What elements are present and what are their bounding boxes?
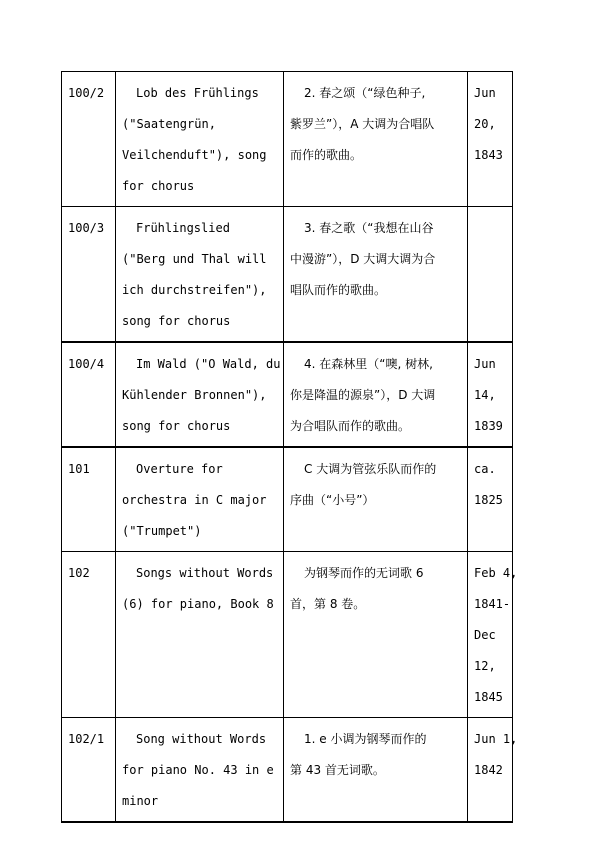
description-line: 4. 在森林里（“噢, 树林, <box>304 357 433 371</box>
date-cell <box>468 72 513 207</box>
title-line: Im Wald ("O Wald, du <box>136 357 281 371</box>
date-cell <box>468 718 518 823</box>
works-table <box>61 71 518 823</box>
chinese-description-cell <box>284 72 468 207</box>
chinese-description-cell <box>284 342 468 447</box>
title-line: Song without Words <box>136 732 267 746</box>
table-row <box>62 552 513 718</box>
title-line: song for chorus <box>122 419 231 433</box>
title-line: for piano No. 43 in e <box>122 763 274 777</box>
chinese-description-cell <box>284 552 468 718</box>
table-row <box>62 447 513 552</box>
description-line: 唱队而作的歌曲。 <box>290 283 387 297</box>
table-row <box>62 207 513 343</box>
table-row <box>62 72 513 207</box>
title-cell <box>116 207 284 343</box>
description-line: 3. 春之歌（“我想在山谷 <box>304 221 434 235</box>
opus-number: 100/4 <box>68 357 105 371</box>
title-line: Frühlingslied <box>136 221 230 235</box>
title-cell <box>116 718 284 823</box>
description-line: 而作的歌曲。 <box>290 148 363 162</box>
date-line: 20, <box>474 117 496 131</box>
title-line: Overture for <box>136 462 223 476</box>
opus-cell <box>62 552 116 718</box>
opus-number: 102 <box>68 566 90 580</box>
title-line: ("Saatengrün, <box>122 117 216 131</box>
description-line: 为合唱队而作的歌曲。 <box>290 419 411 433</box>
date-line: Jun 1, <box>474 732 518 746</box>
description-line: 序曲（“小号”） <box>290 493 375 507</box>
date-cell <box>468 342 513 447</box>
date-line: Jun <box>474 357 496 371</box>
opus-number: 100/2 <box>68 86 105 100</box>
description-line: 第 43 首无词歌。 <box>290 763 385 777</box>
date-line: 1839 <box>474 419 503 433</box>
table-row <box>62 718 513 823</box>
title-line: ich durchstreifen"), <box>122 283 267 297</box>
opus-cell <box>62 342 116 447</box>
chinese-description-cell <box>284 447 468 552</box>
date-line: 1825 <box>474 493 503 507</box>
title-line: Songs without Words <box>136 566 274 580</box>
date-cell <box>468 552 518 718</box>
title-line: Kühlender Bronnen"), <box>122 388 267 402</box>
title-cell <box>116 552 284 718</box>
title-line: Veilchenduft"), song <box>122 148 267 162</box>
opus-cell <box>62 207 116 343</box>
title-line: Lob des Frühlings <box>136 86 259 100</box>
date-line: 12, <box>474 659 496 673</box>
opus-cell <box>62 447 116 552</box>
title-line: orchestra in C major <box>122 493 267 507</box>
title-line: song for chorus <box>122 314 231 328</box>
description-line: 2. 春之颂（“绿色种子, <box>304 86 426 100</box>
date-line: 1841- <box>474 597 511 611</box>
date-line: Feb 4, <box>474 566 518 580</box>
date-line: 14, <box>474 388 496 402</box>
description-line: C 大调为管弦乐队而作的 <box>304 462 437 476</box>
date-cell <box>468 207 513 343</box>
title-line: minor <box>122 794 159 808</box>
date-line: 1842 <box>474 763 503 777</box>
opus-number: 101 <box>68 462 90 476</box>
table-row <box>62 342 513 447</box>
description-line: 紫罗兰”），A 大调为合唱队 <box>290 117 435 131</box>
title-line: for chorus <box>122 179 195 193</box>
description-line: 中漫游”），D 大调大调为合 <box>290 252 436 266</box>
date-line: 1843 <box>474 148 503 162</box>
title-line: ("Trumpet") <box>122 524 202 538</box>
chinese-description-cell <box>284 207 468 343</box>
opus-number: 102/1 <box>68 732 105 746</box>
description-line: 你是降温的源泉”），D 大调 <box>290 388 436 402</box>
title-cell <box>116 72 284 207</box>
date-line: Jun <box>474 86 496 100</box>
date-line: ca. <box>474 462 496 476</box>
date-line: Dec <box>474 628 496 642</box>
opus-cell <box>62 718 116 823</box>
description-line: 1. e 小调为钢琴而作的 <box>304 732 427 746</box>
description-line: 为钢琴而作的无词歌 6 <box>304 566 424 580</box>
date-line: 1845 <box>474 690 503 704</box>
opus-cell <box>62 72 116 207</box>
opus-number: 100/3 <box>68 221 105 235</box>
title-line: (6) for piano, Book 8 <box>122 597 274 611</box>
title-line: ("Berg und Thal will <box>122 252 267 266</box>
title-cell <box>116 342 284 447</box>
date-cell <box>468 447 513 552</box>
title-cell <box>116 447 284 552</box>
description-line: 首，第 8 卷。 <box>290 597 366 611</box>
chinese-description-cell <box>284 718 468 823</box>
